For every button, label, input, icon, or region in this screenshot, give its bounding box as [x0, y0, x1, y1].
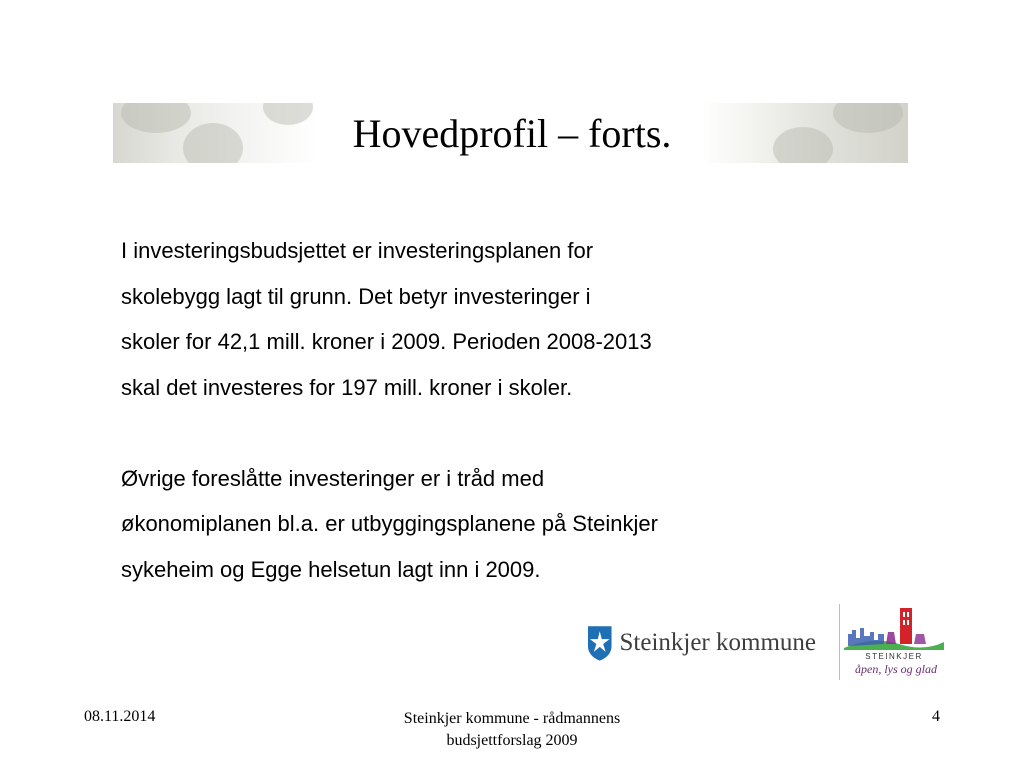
- steinkjer-skyline-icon: [844, 604, 944, 662]
- slide-body: [121, 228, 841, 592]
- kommune-shield-icon: [586, 624, 614, 662]
- footer-center-line: Steinkjer kommune - rådmannens: [403, 710, 621, 727]
- kommune-name: Steinkjer kommune: [619, 629, 816, 656]
- paragraph-line: skolebygg lagt til grunn. Det betyr investeringer i: [121, 283, 591, 309]
- steinkjer-motto: åpen, lys og glad: [855, 662, 937, 676]
- paragraph-line: sykeheim og Egge helsetun lagt inn i 2009.: [121, 556, 541, 582]
- footer-center-line: budsjettforslag 2009: [446, 732, 578, 749]
- paragraph-line: skoler for 42,1 mill. kroner i 2009. Perioden 2008-2013: [121, 329, 652, 354]
- paragraph-line: I investeringsbudsjettet er investeringsplanen for: [121, 238, 594, 263]
- steinkjer-kommune-logo: [586, 622, 816, 664]
- footer-date: 08.11.2014: [84, 708, 156, 725]
- page-number: 4: [932, 708, 940, 725]
- paragraph-line: Øvrige foreslåtte investeringer er i tråd med: [121, 465, 545, 491]
- footer-center: [362, 708, 662, 752]
- logo-divider: [839, 604, 840, 680]
- steinkjer-wordmark: STEINKJER: [865, 652, 923, 661]
- slide-title: Hovedprofil – forts.: [352, 111, 672, 156]
- steinkjer-town-logo: [844, 604, 944, 680]
- paragraph-line: skal det investeres for 197 mill. kroner i skoler.: [121, 374, 573, 400]
- paragraph-line: økonomiplanen bl.a. er utbyggingsplanene på Steinkjer: [121, 511, 658, 536]
